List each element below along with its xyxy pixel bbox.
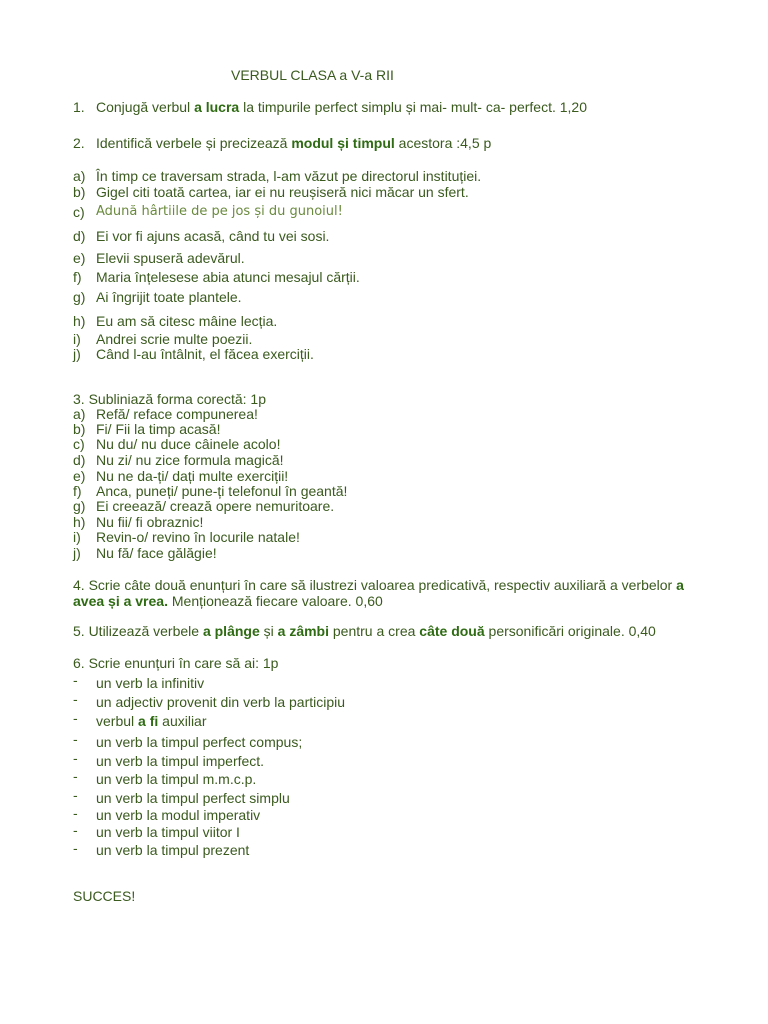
q6-item-bold: a fi bbox=[138, 713, 159, 729]
q2-text bbox=[96, 135, 491, 151]
q2-item-text: Maria înțelesese abia atunci mesajul cărții. bbox=[96, 269, 360, 285]
q6-bullet: - bbox=[73, 822, 78, 838]
q3-item-text: Ei creează/ crează opere nemuritoare. bbox=[96, 498, 335, 514]
q3-item-label: d) bbox=[73, 452, 86, 468]
q6-item bbox=[96, 713, 207, 729]
q2-item-label: g) bbox=[73, 289, 86, 305]
q6-item-post: auxiliar bbox=[158, 713, 207, 729]
q2-item-text: Eu am să citesc mâine lecția. bbox=[96, 313, 278, 329]
q3-heading: 3. Subliniază forma corectă: 1p bbox=[73, 391, 266, 407]
q1-post: la timpurile perfect simplu și mai- mult- ca- perfect. 1,20 bbox=[239, 99, 587, 115]
q1-verb: a lucra bbox=[194, 99, 240, 115]
q4-line2-text: Menționează fiecare valoare. 0,60 bbox=[167, 593, 383, 609]
q2-bold: modul și timpul bbox=[291, 135, 395, 151]
q2-number: 2. bbox=[73, 135, 85, 151]
q4-line2-bold: avea și a vrea. bbox=[73, 593, 168, 609]
q6-bullet: - bbox=[73, 787, 78, 803]
q6-item: un verb la timpul imperfect. bbox=[96, 753, 265, 769]
q3-item-label: a) bbox=[73, 406, 86, 422]
q6-item: un verb la timpul viitor I bbox=[96, 824, 240, 840]
q2-item-label: i) bbox=[73, 331, 81, 347]
closing-text: SUCCES! bbox=[73, 888, 136, 904]
q6-bullet: - bbox=[73, 731, 78, 747]
q2-item-label: j) bbox=[73, 346, 81, 362]
q1-number: 1. bbox=[73, 99, 85, 115]
q2-item-label: e) bbox=[73, 250, 86, 266]
q5-post: personificări originale. 0,40 bbox=[484, 623, 656, 639]
q1-pre: Conjugă verbul bbox=[96, 99, 195, 115]
q1-text bbox=[96, 99, 587, 115]
q6-item: un verb la timpul perfect compus; bbox=[96, 734, 303, 750]
q4-line1-bold: a bbox=[676, 577, 684, 593]
q5-text bbox=[73, 623, 656, 639]
q2-item-label: h) bbox=[73, 313, 86, 329]
q6-item: un verb la timpul m.m.c.p. bbox=[96, 771, 257, 787]
q6-item-pre: verbul bbox=[96, 713, 139, 729]
q2-item-label: b) bbox=[73, 184, 86, 200]
q6-bullet: - bbox=[73, 750, 78, 766]
q3-item-label: g) bbox=[73, 498, 86, 514]
q3-item-label: b) bbox=[73, 421, 86, 437]
q3-item-text: Nu ne da-ți/ dați multe exerciții! bbox=[96, 468, 289, 484]
q2-item-text: Ei vor fi ajuns acasă, când tu vei sosi. bbox=[96, 228, 330, 244]
q6-bullet: - bbox=[73, 805, 78, 821]
q3-item-label: i) bbox=[73, 529, 81, 545]
q4-line1 bbox=[73, 577, 684, 593]
q2-pre: Identifică verbele și precizează bbox=[96, 135, 292, 151]
q5-verb-1: a plânge bbox=[202, 623, 260, 639]
q2-item-text: Gigel citi toată cartea, iar ei nu reușiseră nici măcar un sfert. bbox=[96, 184, 469, 200]
q3-item-label: e) bbox=[73, 468, 86, 484]
q3-item-label: h) bbox=[73, 514, 86, 530]
q2-item-label: f) bbox=[73, 269, 82, 285]
q5-count: câte două bbox=[419, 623, 485, 639]
q6-item: un verb la infinitiv bbox=[96, 675, 205, 691]
worksheet-title: VERBUL CLASA a V-a RII bbox=[231, 67, 394, 83]
q2-item-text: Când l-au întâlnit, el făcea exerciții. bbox=[96, 346, 314, 362]
q2-item-text: Adună hârtiile de pe jos și du gunoiul! bbox=[96, 204, 343, 219]
q6-item: un verb la timpul perfect simplu bbox=[96, 790, 290, 806]
q6-heading: 6. Scrie enunțuri în care să ai: 1p bbox=[73, 655, 279, 671]
q2-item-text: Andrei scrie multe poezii. bbox=[96, 331, 253, 347]
q2-item-text: Ai îngrijit toate plantele. bbox=[96, 289, 242, 305]
q2-item-text: În timp ce traversam strada, l-am văzut pe directorul instituției. bbox=[96, 168, 482, 184]
q3-item-text: Revin-o/ revino în locurile natale! bbox=[96, 529, 300, 545]
q4-line1-text: 4. Scrie câte două enunțuri în care să ilustrezi valoarea predicativă, respectiv auxiliară a verbelor bbox=[73, 577, 677, 593]
q6-bullet: - bbox=[73, 710, 78, 726]
q4-line2 bbox=[73, 593, 383, 609]
q3-item-text: Nu fă/ face gălăgie! bbox=[96, 545, 217, 561]
q3-item-text: Nu zi/ nu zice formula magică! bbox=[96, 452, 284, 468]
q6-item: un adjectiv provenit din verb la participiu bbox=[96, 694, 346, 710]
q3-item-text: Nu du/ nu duce câinele acolo! bbox=[96, 436, 281, 452]
q2-item-text: Elevii spuseră adevărul. bbox=[96, 250, 245, 266]
q3-item-label: j) bbox=[73, 545, 81, 561]
q3-item-text: Fi/ Fii la timp acasă! bbox=[96, 421, 221, 437]
q6-item: un verb la timpul prezent bbox=[96, 842, 250, 858]
q2-item-label: c) bbox=[73, 204, 85, 220]
q5-pre: 5. Utilizează verbele bbox=[73, 623, 203, 639]
q2-post: acestora :4,5 p bbox=[394, 135, 492, 151]
q5-verb-2: a zâmbi bbox=[277, 623, 329, 639]
q3-item-label: f) bbox=[73, 483, 82, 499]
q2-item-label: a) bbox=[73, 168, 86, 184]
q6-bullet: - bbox=[73, 840, 78, 856]
q6-bullet: - bbox=[73, 691, 78, 707]
q5-mid-2: pentru a crea bbox=[329, 623, 420, 639]
q6-item: un verb la modul imperativ bbox=[96, 807, 261, 823]
q5-mid-1: și bbox=[259, 623, 278, 639]
q3-item-text: Refă/ reface compunerea! bbox=[96, 406, 258, 422]
q3-item-label: c) bbox=[73, 436, 85, 452]
q6-bullet: - bbox=[73, 768, 78, 784]
q6-bullet: - bbox=[73, 672, 78, 688]
q3-item-text: Anca, puneți/ pune-ți telefonul în geantă! bbox=[96, 483, 348, 499]
q3-item-text: Nu fii/ fi obraznic! bbox=[96, 514, 204, 530]
q2-item-label: d) bbox=[73, 228, 86, 244]
